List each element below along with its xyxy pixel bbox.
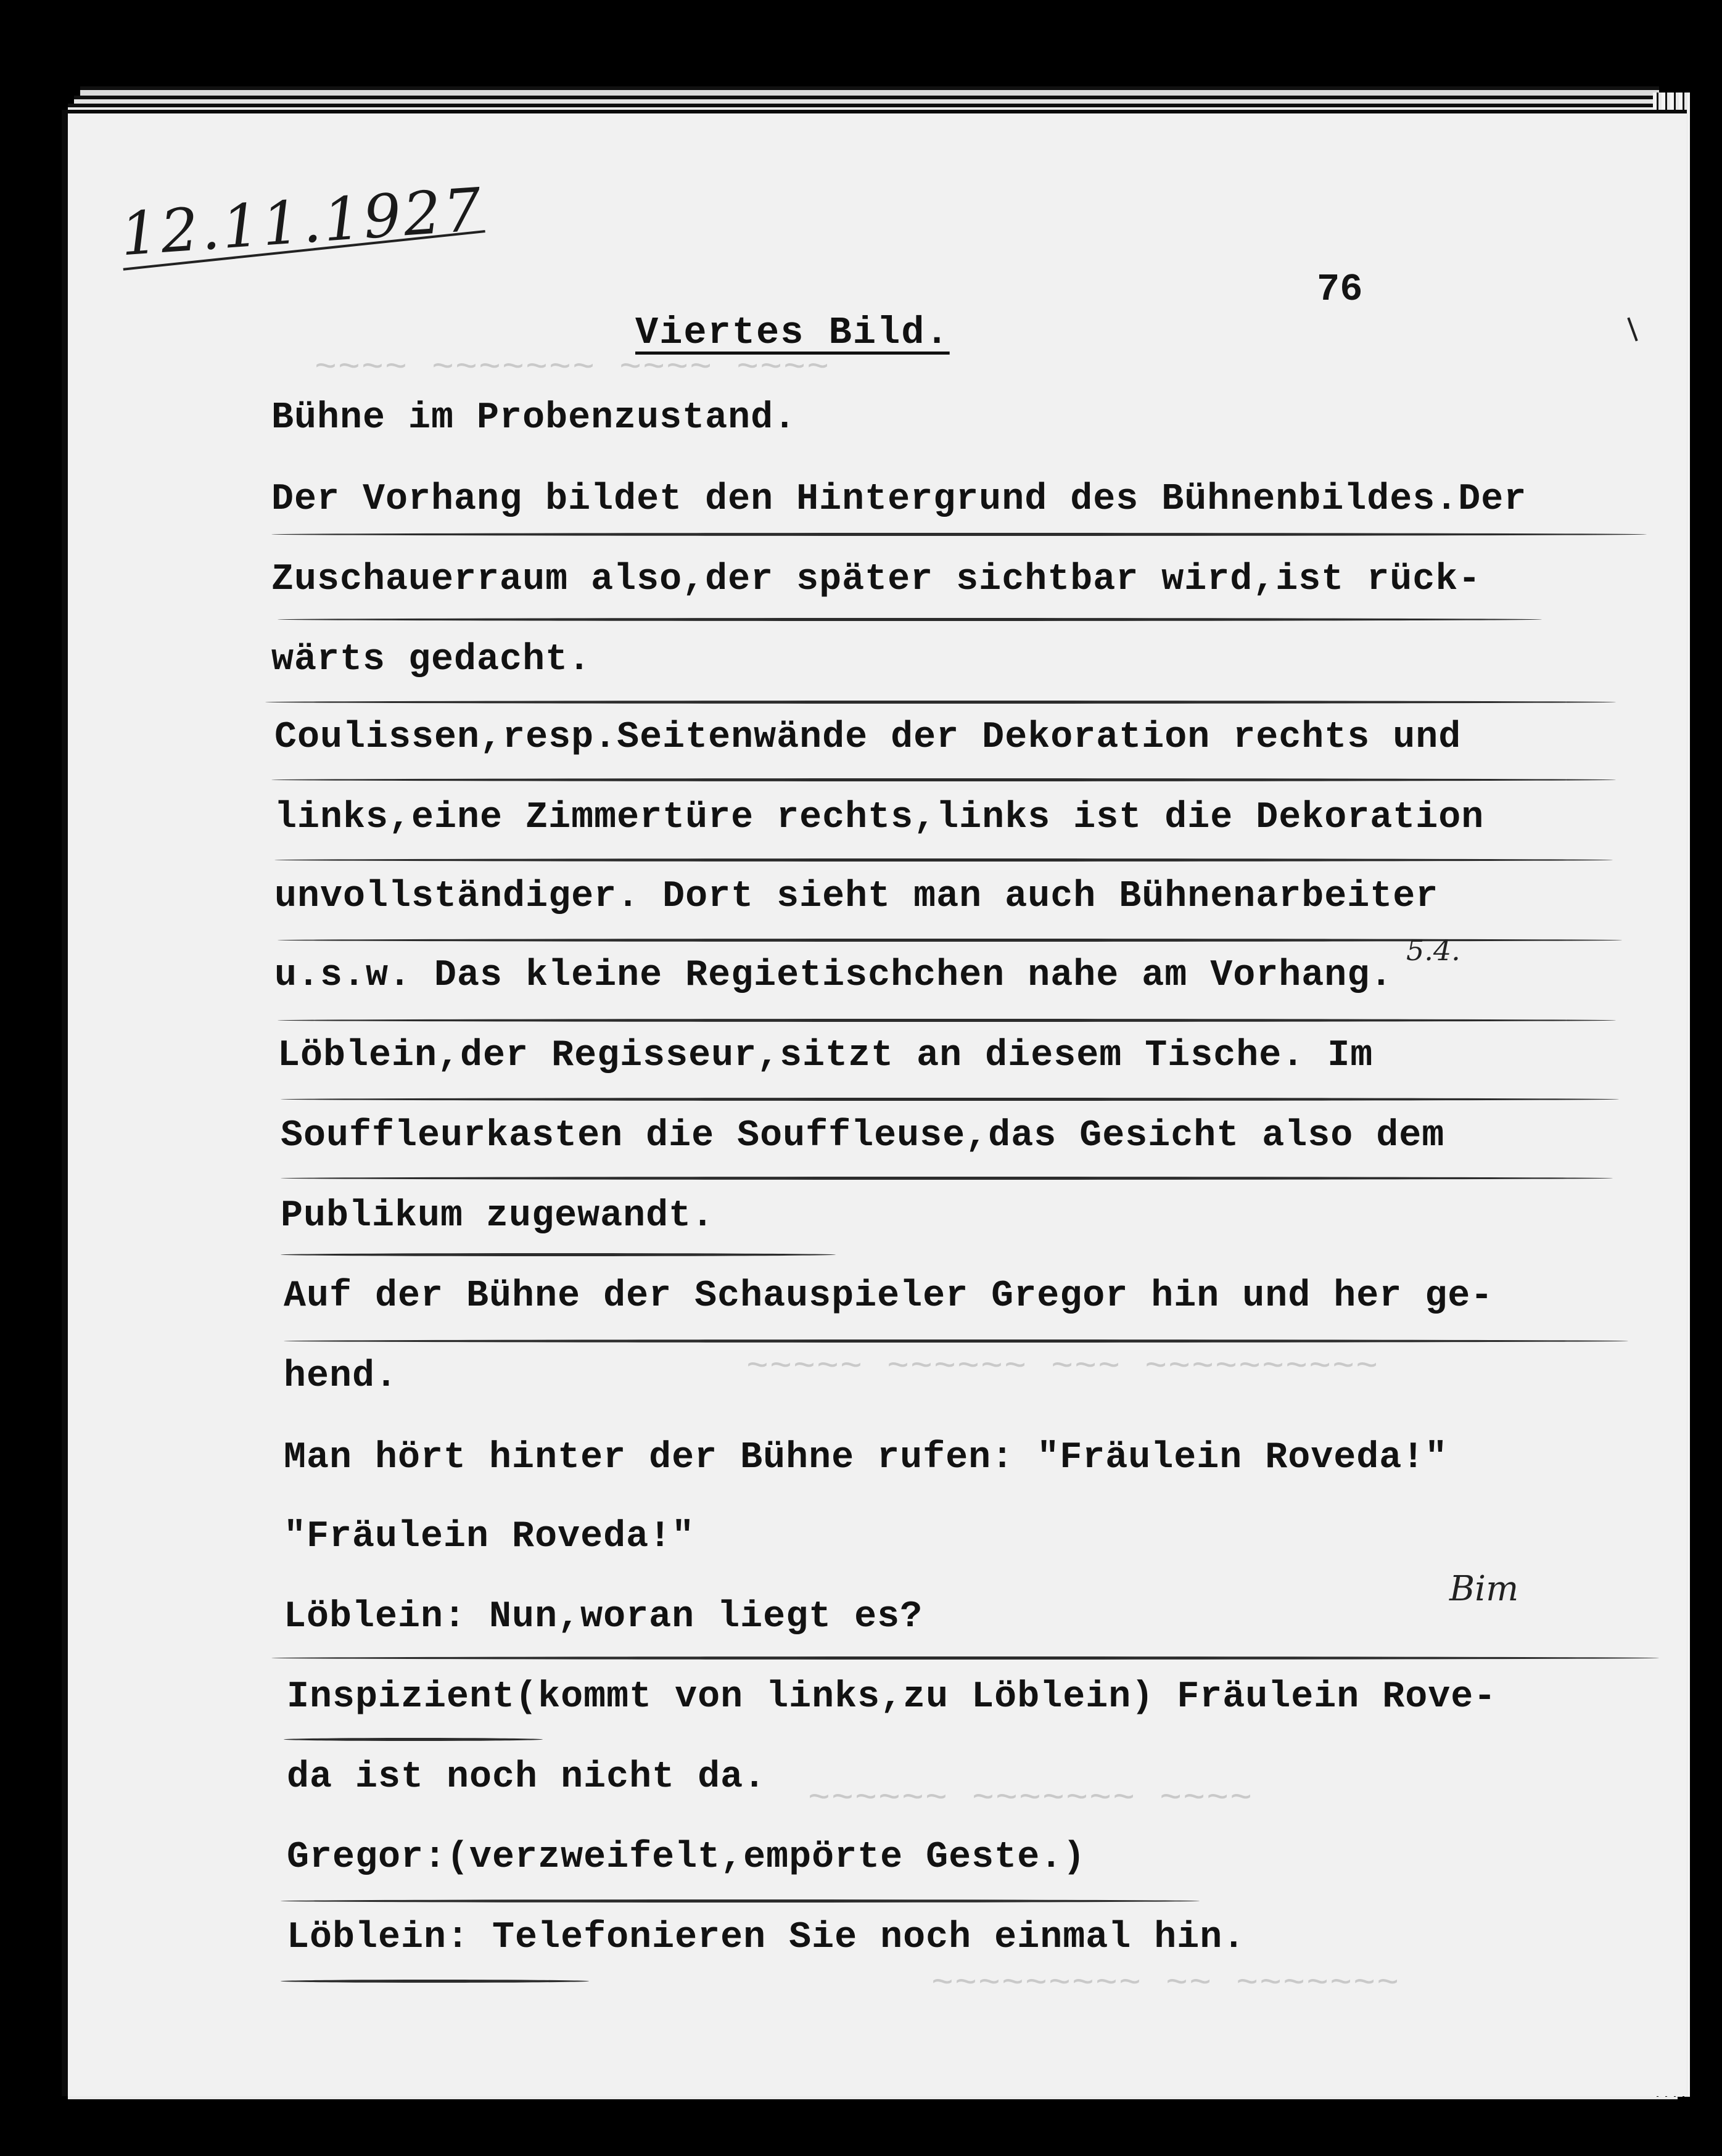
text-line: Der Vorhang bildet den Hintergrund des Bühnenbildes.Der [271,479,1527,520]
pencil-underline [271,778,1616,781]
typewritten-page [62,110,1687,2096]
text-line: Löblein,der Regisseur,sitzt an diesem Tische. Im [278,1035,1374,1077]
text-line: "Fräulein Roveda!" [284,1516,695,1558]
text-line: u.s.w. Das kleine Regietischchen nahe am Vorhang. [274,955,1393,997]
text-line: da ist noch nicht da. [287,1756,767,1798]
pencil-underline [278,1019,1616,1022]
text-line: Coulissen,resp.Seitenwände der Dekoration rechts und [274,717,1462,759]
text-line: Auf der Bühne der Schauspieler Gregor hin und her ge- [284,1275,1494,1317]
text-line: wärts gedacht. [271,639,591,681]
text-line: Inspizient(kommt von links,zu Löblein) Fräulein Rove- [287,1676,1497,1718]
page-number: 76 [1317,268,1363,311]
pencil-underline [271,1656,1659,1660]
text-line: unvollständiger. Dort sieht man auch Bühnenarbeiter [274,876,1439,918]
bleed-through: ~~~~~ ~~~~~~ ~~~ ~~~~~~~~~~ [746,1347,1380,1389]
pencil-underline [274,858,1613,862]
pencil-underline [281,1253,836,1256]
text-line: hend. [284,1356,398,1397]
pencil-underline [284,1738,543,1741]
text-line: Man hört hinter der Bühne rufen: "Fräulein Roveda!" [284,1437,1448,1479]
bleed-through: ~~~~~~ ~~~~~~~ ~~~~ [808,1779,1254,1821]
bleed-through: ~~~~ ~~~~~~~ ~~~~ ~~~~ [315,348,831,390]
text-line: Gregor:(verzweifelt,empörte Geste.) [287,1837,1086,1878]
scene-title: Viertes Bild. [635,311,950,355]
bleed-through: ~~~~~~~~~ ~~ ~~~~~~~ [931,1964,1401,2006]
text-line: Publikum zugewandt. [281,1195,715,1237]
margin-annotation: Bim [1449,1569,1519,1609]
pencil-underline [281,1980,589,1983]
pencil-underline [278,618,1542,621]
pencil-underline [265,701,1616,704]
pencil-underline [284,1339,1628,1343]
text-line: Löblein: Nun,woran liegt es? [284,1596,923,1638]
pencil-underline [281,1177,1613,1180]
handwritten-date: 12.11.1927 [118,175,486,270]
pencil-underline [281,1899,1200,1903]
pencil-underline [281,1098,1619,1101]
text-line: Löblein: Telefonieren Sie noch einmal hin. [287,1917,1246,1959]
margin-annotation: 5.4. [1406,934,1460,967]
margin-tick [1627,318,1638,342]
text-line: Zuschauerraum also,der später sichtbar wird,ist rück- [271,559,1481,601]
text-line: Souffleurkasten die Souffleuse,das Gesicht also dem [281,1115,1445,1157]
text-line: Bühne im Probenzustand. [271,397,797,439]
text-line: links,eine Zimmertüre rechts,links ist die Dekoration [274,797,1485,839]
pencil-underline [271,533,1647,536]
